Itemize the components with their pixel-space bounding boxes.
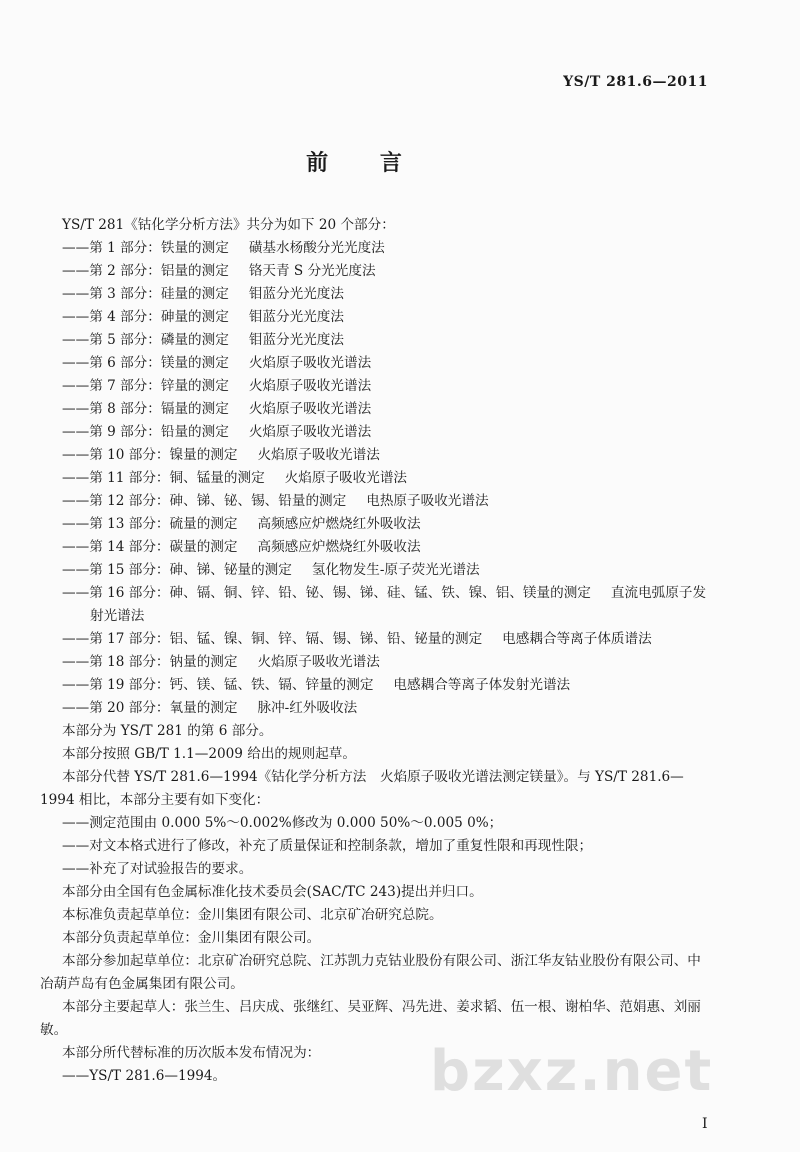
part-method: 火焰原子吸收光谱法: [284, 470, 408, 486]
part-label: ——第 16 部分：砷、镉、铜、锌、铅、铋、锡、锑、硅、锰、铁、镍、铝、镁量的测定: [62, 585, 591, 601]
paragraph: 本部分所代替标准的历次版本发布情况为：: [62, 1045, 321, 1061]
part-method: 电感耦合等离子体发射光谱法: [393, 677, 571, 693]
part-item: [40, 513, 421, 536]
paragraph: 本部分参加起草单位：北京矿冶研究总院、江苏凯力克钴业股份有限公司、浙江华友钴业股份有限公司、中冶葫芦岛有色金属集团有限公司。: [40, 953, 701, 992]
part-method: 磺基水杨酸分光光度法: [248, 240, 385, 256]
part-label: ——第 2 部分：铝量的测定: [62, 263, 229, 279]
part-method: 电热原子吸收光谱法: [366, 493, 489, 509]
part-label: ——第 18 部分：钠量的测定: [62, 654, 238, 670]
part-label: ——第 5 部分：磷量的测定: [62, 332, 229, 348]
change-item: ——对文本格式进行了修改，补充了质量保证和控制条款，增加了重复性限和再现性限；: [62, 838, 593, 854]
part-label: ——第 4 部分：砷量的测定: [62, 309, 229, 325]
part-label: ——第 3 部分：硅量的测定: [62, 286, 229, 302]
part-method: 钼蓝分光光度法: [248, 286, 344, 302]
part-method: 直流电弧原子发射光谱法: [90, 585, 707, 624]
part-label: ——第 15 部分：砷、锑、铋量的测定: [62, 562, 292, 578]
part-item: [40, 398, 371, 421]
part-method: 火焰原子吸收光谱法: [257, 654, 380, 670]
part-item: [40, 536, 421, 559]
part-item: [40, 582, 710, 628]
part-item: [40, 467, 407, 490]
part-label: ——第 1 部分：铁量的测定: [62, 240, 229, 256]
part-method: 火焰原子吸收光谱法: [248, 378, 372, 394]
part-label: ——第 9 部分：铅量的测定: [62, 424, 229, 440]
part-item: [40, 260, 376, 283]
part-label: ——第 19 部分：钙、镁、锰、铁、镉、锌量的测定: [62, 677, 374, 693]
part-label: ——第 11 部分：铜、锰量的测定: [62, 470, 265, 486]
paragraph: 本部分负责起草单位：金川集团有限公司。: [62, 930, 321, 946]
part-method: 火焰原子吸收光谱法: [257, 447, 380, 463]
part-method: 火焰原子吸收光谱法: [248, 355, 372, 371]
part-item: [40, 490, 489, 513]
part-item: [40, 559, 480, 582]
parts-list: [40, 237, 710, 720]
standard-code-header: YS/T 281.6—2011: [563, 74, 708, 90]
watermark: bzxz.net: [430, 1039, 714, 1104]
part-item: [40, 306, 344, 329]
part-method: 钼蓝分光光度法: [248, 309, 344, 325]
part-label: ——第 8 部分：镉量的测定: [62, 401, 229, 417]
part-method: 高频感应炉燃烧红外吸收法: [257, 539, 421, 555]
part-item: [40, 697, 357, 720]
part-item: [40, 651, 380, 674]
part-item: [40, 375, 371, 398]
part-item: [40, 444, 380, 467]
part-label: ——第 14 部分：碳量的测定: [62, 539, 238, 555]
part-label: ——第 6 部分：镁量的测定: [62, 355, 229, 371]
part-method: 高频感应炉燃烧红外吸收法: [257, 516, 421, 532]
part-method: 电感耦合等离子体质谱法: [502, 631, 652, 647]
part-item: [40, 329, 344, 352]
page-number: I: [702, 1116, 708, 1132]
part-item: [40, 628, 652, 651]
part-label: ——第 17 部分：铝、锰、镍、铜、锌、镉、锡、锑、铅、铋量的测定: [62, 631, 483, 647]
part-item: [40, 674, 570, 697]
part-method: 脉冲-红外吸收法: [257, 700, 358, 716]
part-method: 钼蓝分光光度法: [248, 332, 344, 348]
part-item: [40, 237, 385, 260]
part-label: ——第 13 部分：硫量的测定: [62, 516, 238, 532]
part-item: [40, 283, 344, 306]
part-method: 火焰原子吸收光谱法: [248, 401, 372, 417]
page-title: 前 言: [306, 151, 424, 176]
change-item: ——测定范围由 0.000 5%～0.002%修改为 0.000 50%～0.005 0%；: [62, 815, 503, 831]
foreword-body: [40, 214, 710, 1088]
paragraph: 本部分为 YS/T 281 的第 6 部分。: [62, 723, 273, 739]
history-item: ——YS/T 281.6—1994。: [62, 1068, 227, 1084]
part-label: ——第 20 部分：氧量的测定: [62, 700, 238, 716]
part-label: ——第 10 部分：镍量的测定: [62, 447, 238, 463]
intro-paragraph: YS/T 281《钴化学分析方法》共分为如下 20 个部分：: [62, 217, 395, 233]
part-method: 氢化物发生-原子荧光光谱法: [311, 562, 480, 578]
change-item: ——补充了对试验报告的要求。: [62, 861, 253, 877]
part-label: ——第 7 部分：锌量的测定: [62, 378, 229, 394]
part-method: 火焰原子吸收光谱法: [248, 424, 372, 440]
part-item: [40, 352, 371, 375]
paragraph: 本标准负责起草单位：金川集团有限公司、北京矿冶研究总院。: [62, 907, 443, 923]
part-item: [40, 421, 371, 444]
paragraph: 本部分按照 GB/T 1.1—2009 给出的规则起草。: [62, 746, 356, 762]
paragraph: 本部分由全国有色金属标准化技术委员会(SAC/TC 243)提出并归口。: [62, 884, 483, 900]
part-method: 铬天青 S 分光光度法: [248, 263, 376, 279]
paragraph: 本部分代替 YS/T 281.6—1994《钴化学分析方法 火焰原子吸收光谱法测定镁量》。与 YS/T 281.6—1994 相比，本部分主要有如下变化：: [40, 769, 684, 808]
paragraph: 本部分主要起草人：张兰生、吕庆成、张继红、吴亚辉、冯先进、姜求韬、伍一根、谢柏华、范娟惠、刘丽敏。: [40, 999, 701, 1038]
part-label: ——第 12 部分：砷、锑、铋、锡、铅量的测定: [62, 493, 347, 509]
